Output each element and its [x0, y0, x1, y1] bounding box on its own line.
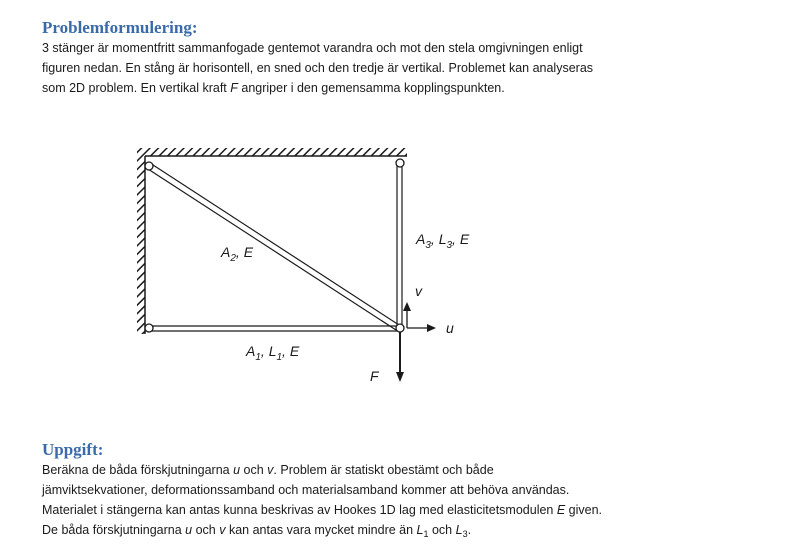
task-heading: Uppgift:: [42, 440, 104, 459]
v-arrow: [403, 302, 411, 328]
task-line-2: jämviktsekvationer, deformationssamband och materialsamband kommer att behöva användas.: [42, 483, 570, 497]
task-paragraph: [42, 460, 742, 540]
left-wall-hatching: [137, 148, 145, 334]
pin-common-joint: [396, 324, 404, 332]
v-label: v: [415, 283, 422, 299]
force-label: F: [370, 368, 379, 384]
task-line-3: Materialet i stängerna kan antas kunna beskrivas av Hookes 1D lag med elasticitetsmodulen E given.: [42, 503, 603, 517]
bar-1-label: $A_1$, $L_1$, E: [246, 343, 300, 363]
problem-line-2: figuren nedan. En stång är horisontell, en sned och den tredje är vertikal. Problemet kan analyseras: [42, 61, 594, 75]
bar-2-label: $A_2$, E: [221, 244, 254, 264]
pin-top-left: [145, 162, 153, 170]
problem-line-1: 3 stänger är momentfritt sammanfogade gentemot varandra och mot den stela omgivningen enligt: [42, 41, 583, 55]
u-label: u: [446, 320, 454, 336]
task-line-1: Beräkna de båda förskjutningarna u och v. Problem är statiskt obestämt och både: [42, 463, 494, 477]
top-wall-hatching: [137, 148, 407, 156]
force-arrow: [396, 332, 404, 382]
problem-line-3: som 2D problem. En vertikal kraft F angriper i den gemensamma kopplingspunkten.: [42, 81, 505, 95]
pin-top-right: [396, 159, 404, 167]
bar-3-vertical: [397, 163, 402, 328]
pin-bottom-left: [145, 324, 153, 332]
task-line-4: De båda förskjutningarna u och v kan antas vara mycket mindre än $L_1$ och $L_3$.: [42, 523, 472, 539]
problem-heading: Problemformulering:: [42, 18, 198, 37]
force-variable: F: [230, 81, 238, 95]
bar-2-diagonal: [148, 163, 399, 330]
bar-3-label: $A_3$, $L_3$, E: [416, 231, 470, 251]
u-arrow: [407, 324, 436, 332]
bar-1-horizontal: [149, 326, 400, 331]
